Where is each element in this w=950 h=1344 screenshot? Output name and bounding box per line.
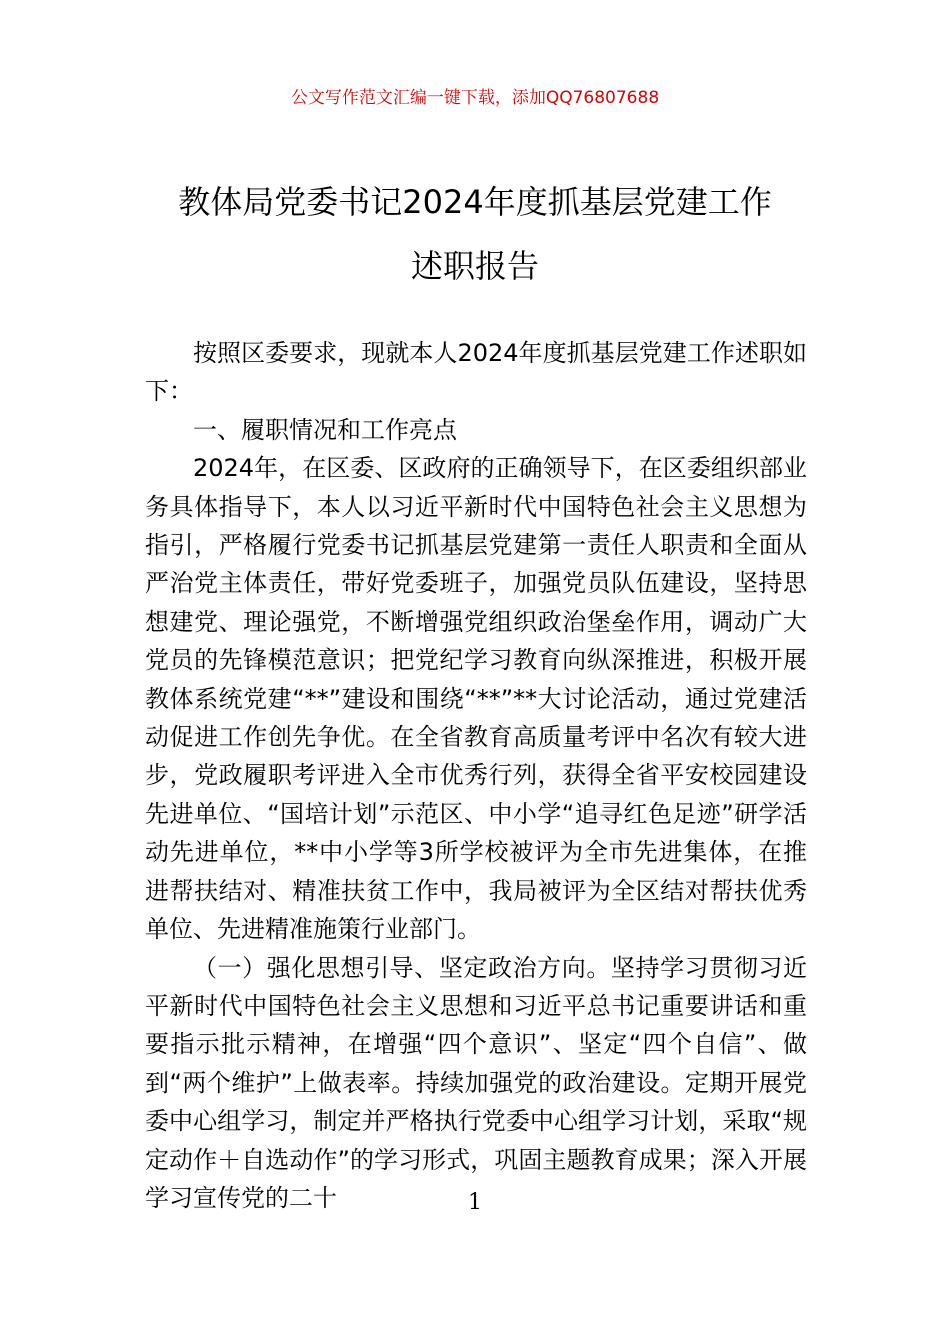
section-heading: 一、履职情况和工作亮点: [193, 415, 457, 444]
document-title-line-2: 述职报告: [410, 247, 539, 285]
document-title-line-1: 教体局党委书记2024年度抓基层党建工作: [178, 183, 772, 221]
paragraph-overview: 2024年，在区委、区政府的正确领导下，在区委组织部业务具体指导下，本人以习近平新时代中国特色社会主义思想为指引，严格履行党委书记抓基层党建第一责任人职责和全面从严治党主体责任，带好党委班子，加强党员队伍建设，坚持思想建党、理论强党，不断增强党组织政治堡垒作用，调动广大党员的先锋模范意识；把党纪学习教育向纵深推进，积极开展教体系统党建“**”建设和围绕“**”**大讨论活动，通过党建活动促进工作创先争优。在全省教育高质量考评中名次有较大进步，党政履职考评进入全市优秀行列，获得全省平安校园建设先进单位、“国培计划”示范区、中小学“追寻红色足迹”研学活动先进单位，**中小学等3所学校被评为全市先进集体，在推进帮扶结对、精准扶贫工作中，我局被评为全区结对帮扶优秀单位、先进精准施策行业部门。: [145, 454, 807, 944]
paragraph-subsection-1: （一）强化思想引导、坚定政治方向。坚持学习贯彻习近平新时代中国特色社会主义思想和习近平总书记重要讲话和重要指示批示精神，在增强“四个意识”、坚定“四个自信”、做到“两个维护”上做表率。持续加强党的政治建设。定期开展党委中心组学习，制定并严格执行党委中心组学习计划，采取“规定动作＋自选动作”的学习形式，巩固主题教育成果；深入开展学习宣传党的二十: [145, 953, 807, 1212]
paragraph-intro: 按照区委要求，现就本人2024年度抓基层党建工作述职如下：: [145, 339, 807, 406]
document-title: [0, 170, 950, 298]
page-number: 1: [468, 1190, 482, 1215]
header-download-note: 公文写作范文汇编一键下载，添加QQ76807688: [290, 88, 660, 108]
document-body: [145, 334, 807, 1217]
